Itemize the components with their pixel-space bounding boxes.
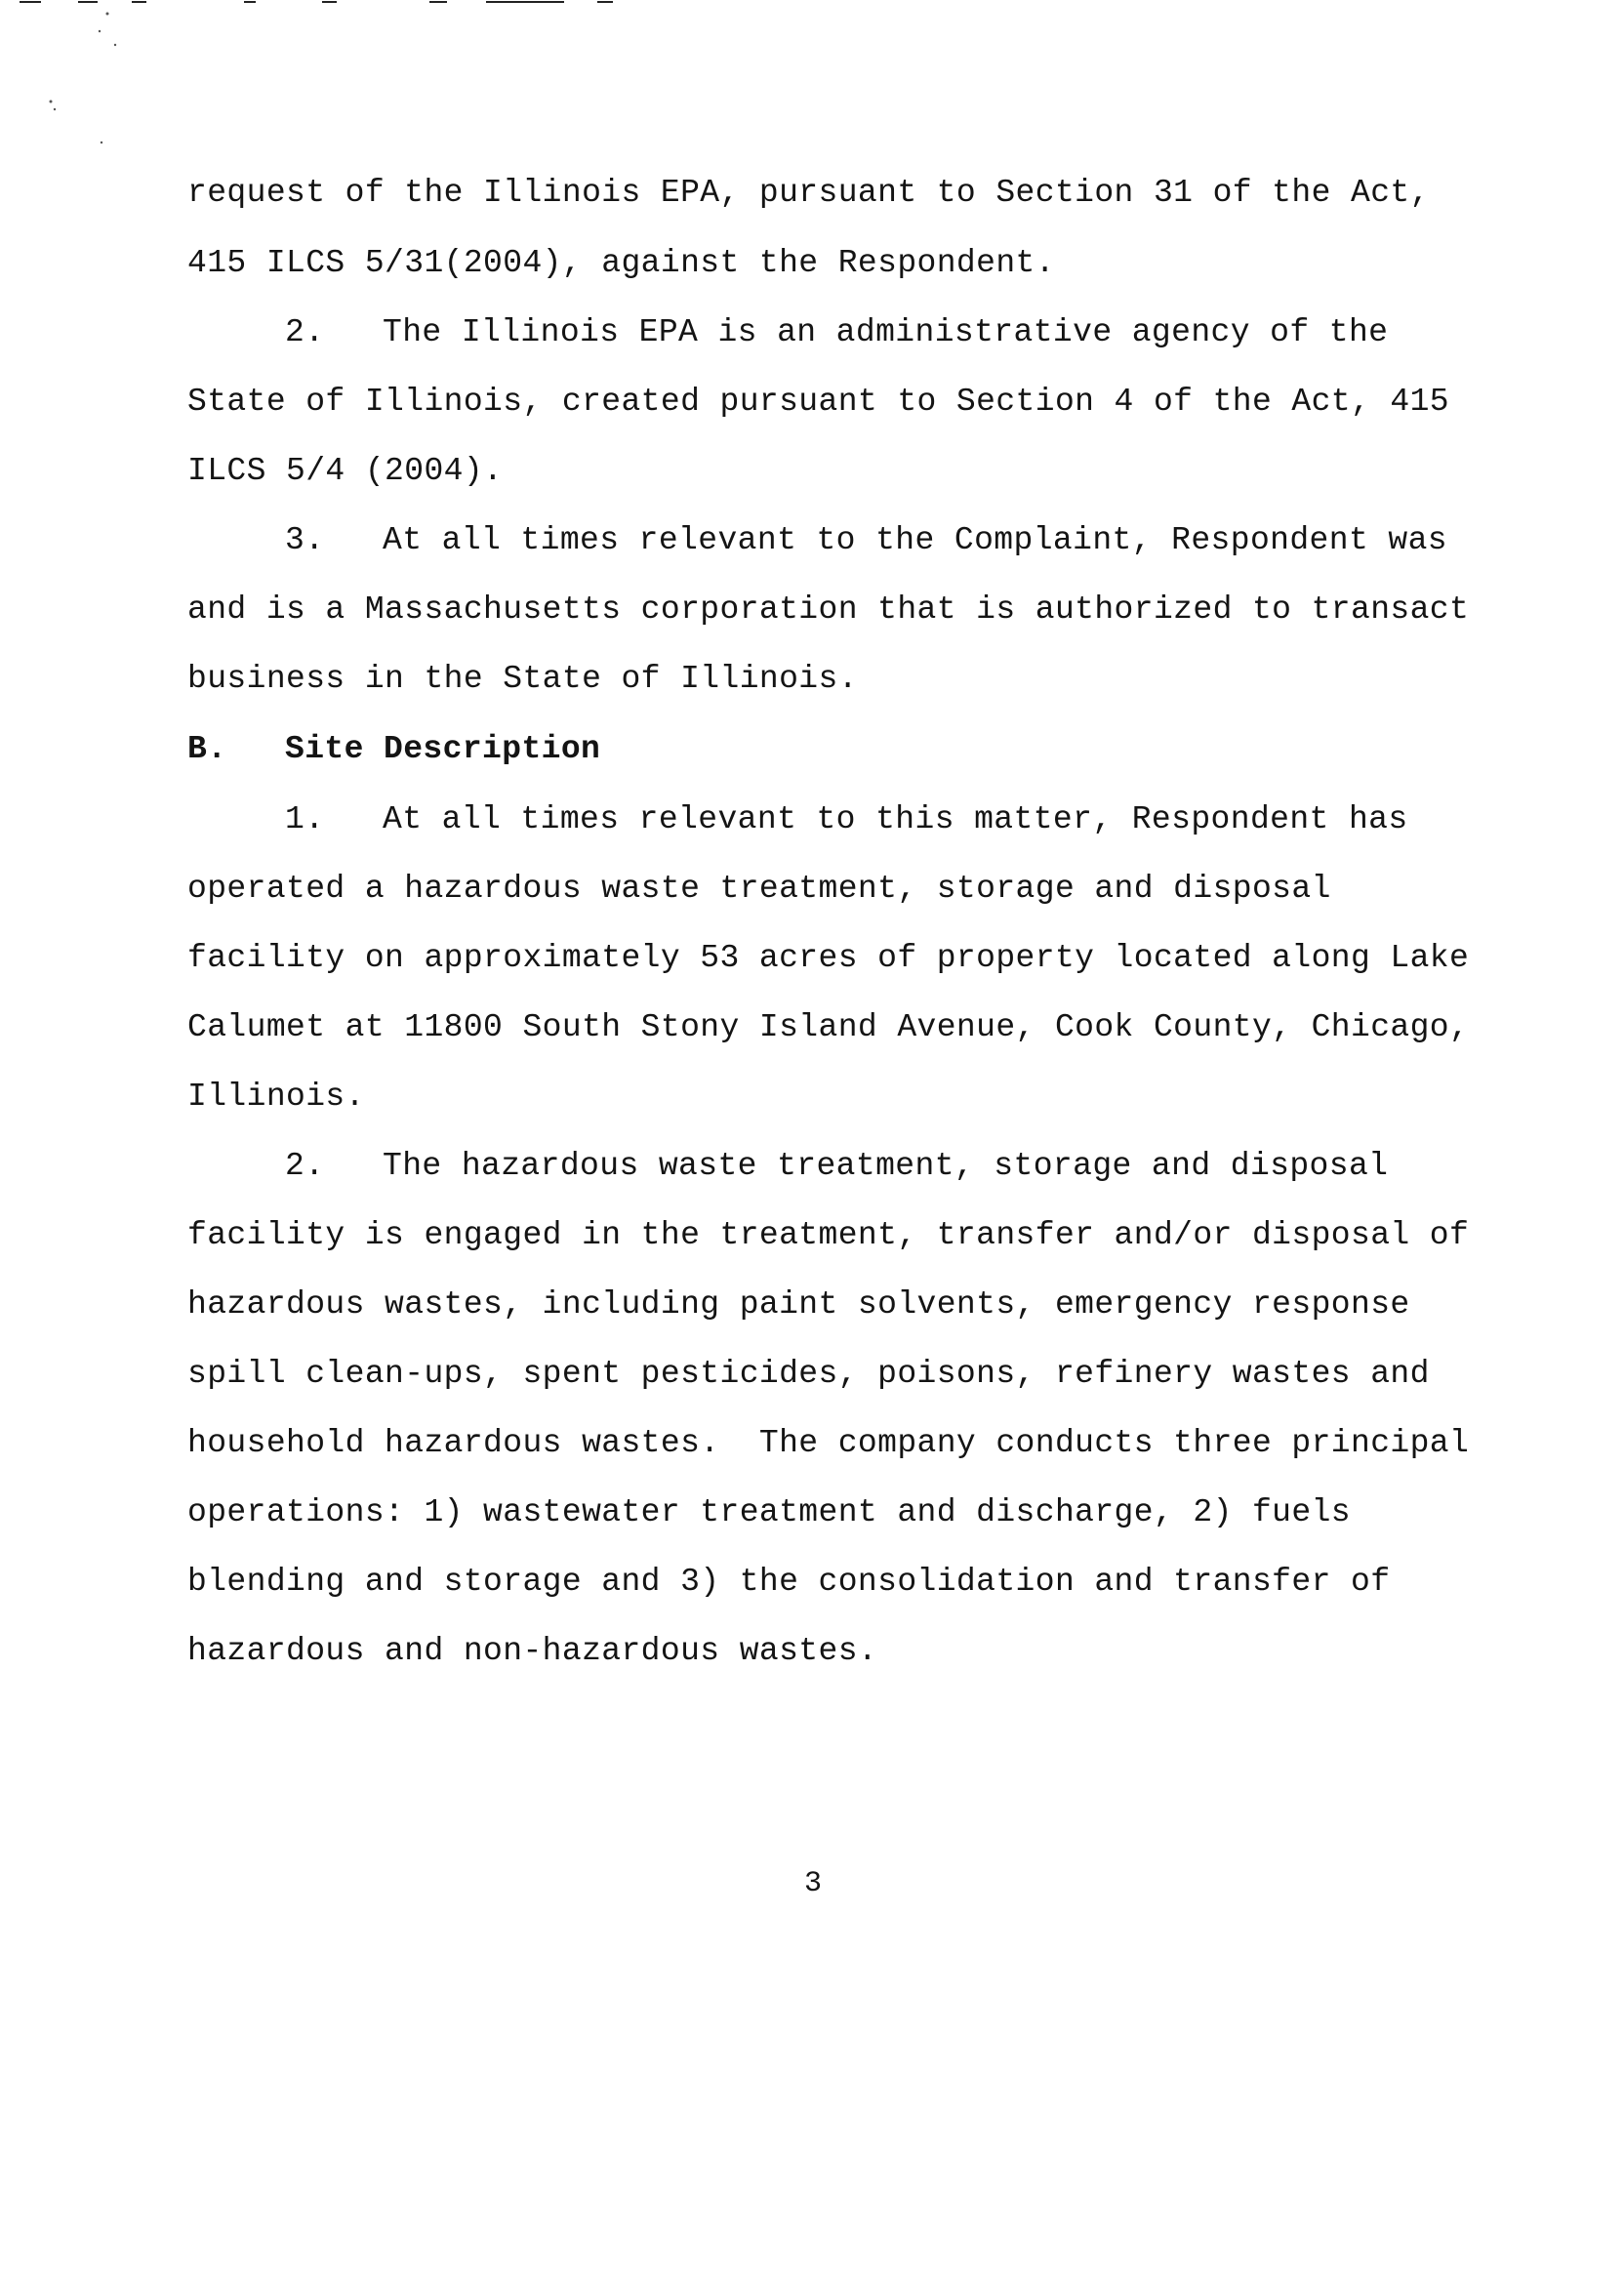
text-line: Calumet at 11800 South Stony Island Avenue, Cook County, Chicago, <box>187 1009 1470 1045</box>
text-line: operations: 1) wastewater treatment and discharge, 2) fuels <box>187 1494 1351 1530</box>
text-line: State of Illinois, created pursuant to Section 4 of the Act, 415 <box>187 384 1450 420</box>
paragraph-b1 <box>285 800 1408 839</box>
text-line: request of the Illinois EPA, pursuant to Section 31 of the Act, <box>187 175 1430 211</box>
paragraph-number: 1. <box>285 801 325 837</box>
text-line: and is a Massachusetts corporation that is authorized to transact <box>187 591 1470 628</box>
paragraph-b2 <box>285 1147 1388 1186</box>
paragraph-2 <box>285 313 1388 352</box>
section-heading <box>187 730 600 769</box>
paragraph-3 <box>285 521 1447 560</box>
text-line: operated a hazardous waste treatment, storage and disposal <box>187 871 1331 907</box>
text-line: The hazardous waste treatment, storage and disposal <box>383 1148 1389 1184</box>
text-line: facility is engaged in the treatment, transfer and/or disposal of <box>187 1217 1470 1253</box>
text-line: spill clean-ups, spent pesticides, poisons, refinery wastes and <box>187 1356 1430 1392</box>
text-line: At all times relevant to the Complaint, Respondent was <box>383 522 1447 558</box>
page-number: 3 <box>804 1867 823 1900</box>
text-line: business in the State of Illinois. <box>187 661 858 697</box>
text-line: Illinois. <box>187 1079 365 1115</box>
text-line: blending and storage and 3) the consolidation and transfer of <box>187 1564 1391 1600</box>
paragraph-number: 2. <box>285 314 325 350</box>
text-line: The Illinois EPA is an administrative agency of the <box>383 314 1389 350</box>
paragraph-number: 2. <box>285 1148 325 1184</box>
text-line: At all times relevant to this matter, Respondent has <box>383 801 1408 837</box>
paragraph-number: 3. <box>285 522 325 558</box>
scan-artifacts <box>0 0 1624 156</box>
text-line: hazardous and non-hazardous wastes. <box>187 1633 878 1669</box>
section-letter: B. <box>187 731 227 767</box>
text-line: facility on approximately 53 acres of property located along Lake <box>187 940 1470 976</box>
text-line: ILCS 5/4 (2004). <box>187 453 504 489</box>
text-line: household hazardous wastes. The company conducts three principal <box>187 1425 1470 1461</box>
text-line: 415 ILCS 5/31(2004), against the Respondent. <box>187 245 1055 281</box>
section-title: Site Description <box>285 731 601 767</box>
text-line: hazardous wastes, including paint solvents, emergency response <box>187 1286 1410 1323</box>
